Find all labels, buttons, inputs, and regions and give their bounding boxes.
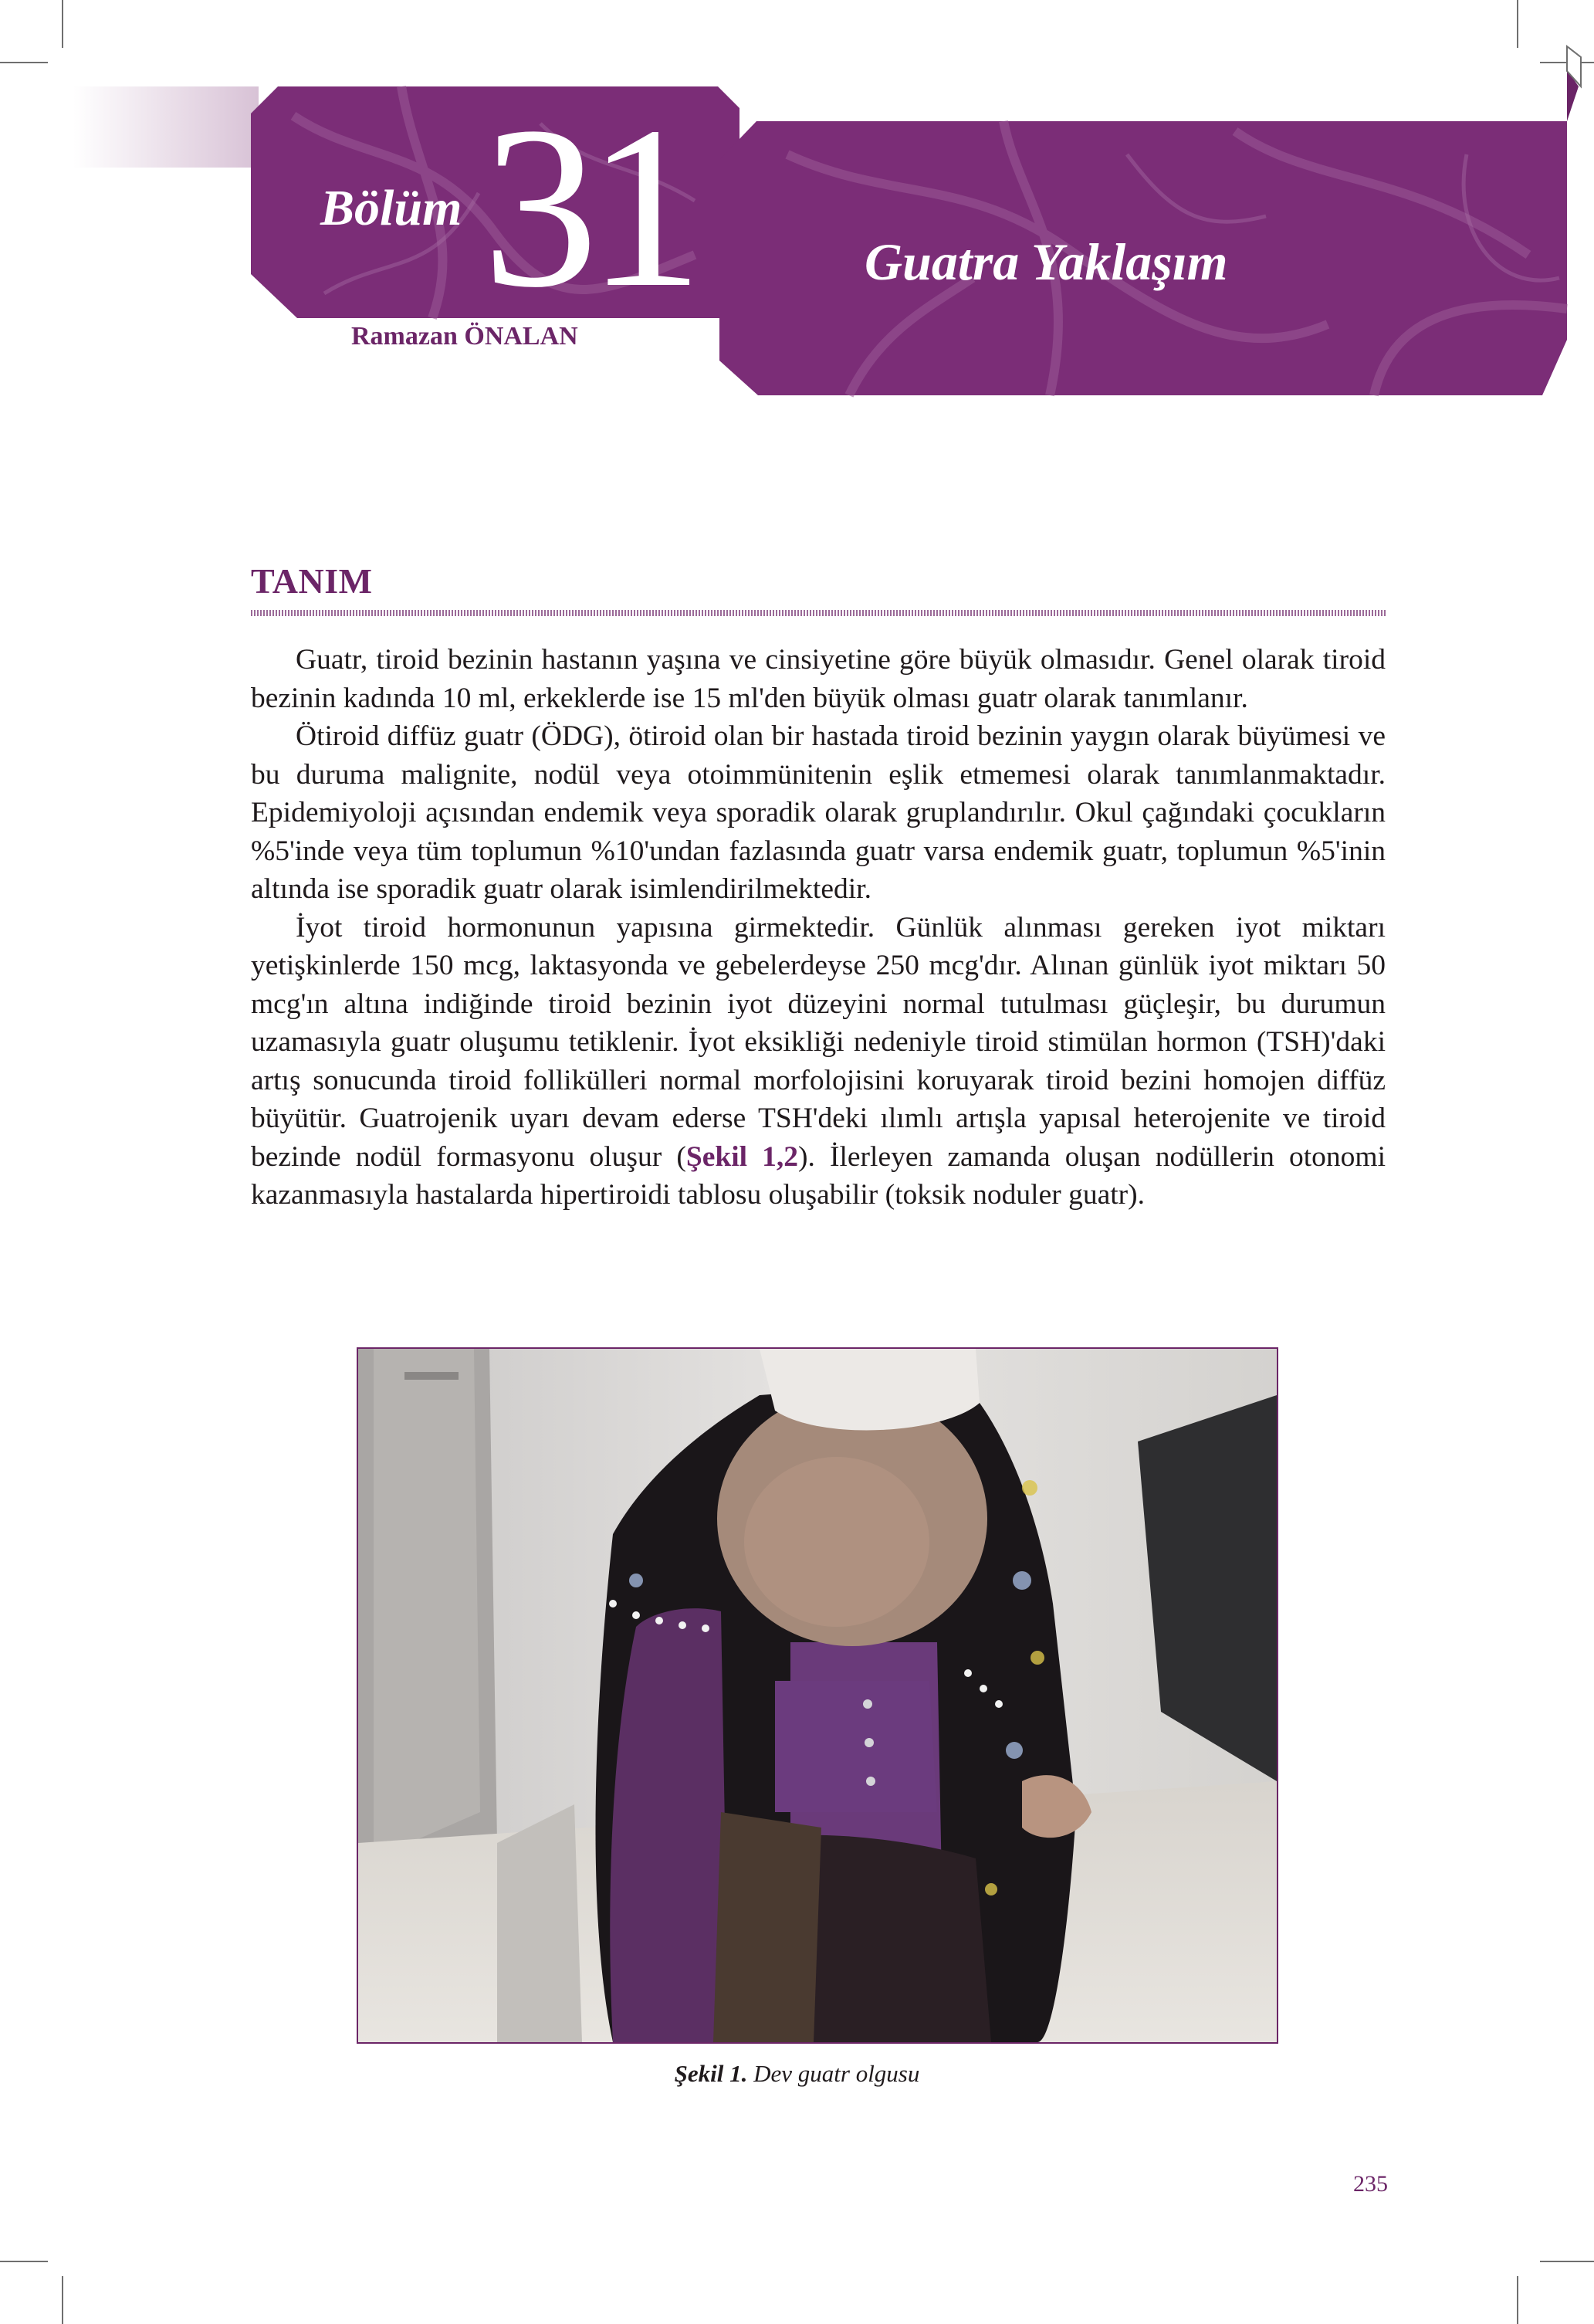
paragraph-text: ). İlerleyen zamanda oluşan nodüllerin otonomi kazanmasıyla hastalarda hipertiroidi tablosu oluşabilir (toksik noduler guatr).	[251, 1140, 1386, 1211]
paragraph: Ötiroid diffüz guatr (ÖDG), ötiroid olan bir hastada tiroid bezinin yaygın olarak büyümesi ve bu duruma malignite, nodül veya otoimmünitenin eşlik etmemesi olarak tanımlanmaktadır. Epidemiyoloji açısından endemik veya sporadik olarak gruplandırılır. Okul çağındaki çocukların %5'inde veya tüm toplumun %10'undan fazlasında guatr varsa endemik guatr, toplumun %5'inin altında ise sporadik guatr olarak isimlendirilmektedir.	[251, 720, 1386, 905]
chapter-label: Bölüm	[320, 180, 462, 236]
banner-graphic	[0, 0, 1594, 417]
section-divider	[251, 610, 1386, 616]
body-text	[251, 641, 1386, 1215]
figure-caption-label: Şekil 1.	[674, 2060, 748, 2087]
section-heading: TANIM	[251, 561, 373, 601]
patient-photo-illustration	[358, 1349, 1277, 2042]
crop-mark	[1517, 2276, 1518, 2324]
crop-mark	[62, 2276, 63, 2324]
figure-reference-link[interactable]: Şekil 1,2	[685, 1140, 799, 1173]
crop-mark	[0, 2261, 48, 2262]
paragraph	[251, 909, 1386, 1215]
figure-caption-text: Dev guatr olgusu	[753, 2060, 920, 2087]
chapter-banner	[0, 0, 1594, 417]
paragraph: Guatr, tiroid bezinin hastanın yaşına ve cinsiyetine göre büyük olmasıdır. Genel olarak tiroid bezinin kadında 10 ml, erkeklerde ise 15 ml'den büyük olması guatr olarak tanımlanır.	[251, 644, 1386, 714]
chapter-author: Ramazan ÖNALAN	[351, 322, 578, 351]
chapter-number: 31	[482, 79, 692, 335]
chapter-title: Guatra Yaklaşım	[865, 232, 1228, 291]
figure-caption	[0, 2060, 1594, 2088]
paragraph-text: İyot tiroid hormonunun yapısına girmektedir. Günlük alınması gereken iyot miktarı yetişkinlerde 150 mcg, laktasyonda ve gebelerdeyse 250 mcg'dır. Alınan günlük iyot miktarı 50 mcg'ın altına indiğinde tiroid bezinin iyot düzeyini normal tutulması güçleşir, bu durumun uzamasıyla guatr oluşumu tetiklenir. İyot eksikliği nedeniyle tiroid stimülan hormon (TSH)'daki artış sonucunda tiroid follikülleri normal morfolojisini koruyarak tiroid bezini homojen diffüz büyütür. Guatrojenik uyarı devam ederse TSH'deki ılımlı artışla yapısal heterojenite ve tiroid bezinde nodül formasyonu oluşur (	[251, 911, 1386, 1173]
page-number: 235	[1353, 2171, 1388, 2197]
crop-mark	[1540, 2261, 1594, 2262]
figure-photo	[357, 1347, 1278, 2044]
